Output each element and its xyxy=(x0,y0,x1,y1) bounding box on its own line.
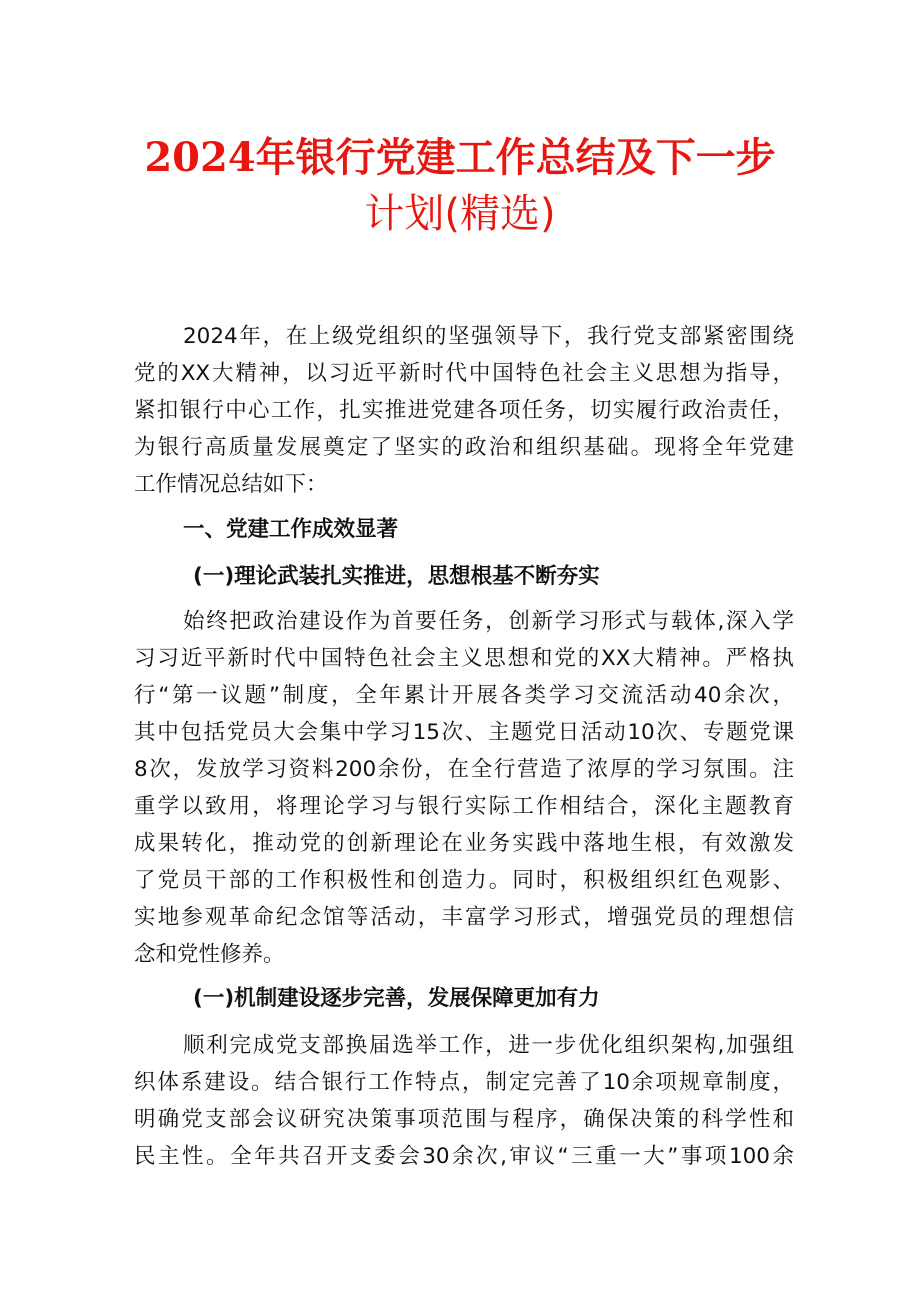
intro-line: 紧扣银行中心工作，扎实推进党建各项任务，切实履行政治责任， xyxy=(134,398,794,423)
intro-line: 为银行高质量发展奠定了坚实的政治和组织基础。现将全年党建 xyxy=(134,435,794,460)
paragraph-line: 民主性。全年共召开支委会30余次,审议“三重一大”事项100余 xyxy=(134,1144,794,1169)
paragraph-line: 其中包括党员大会集中学习15次、主题党日活动10次、专题党课 xyxy=(134,720,794,745)
paragraph-line: 习习近平新时代中国特色社会主义思想和党的XX大精神。严格执 xyxy=(134,646,794,671)
paragraph-line: 了党员干部的工作积极性和创造力。同时，积极组织红色观影、 xyxy=(134,868,794,893)
paragraph-line: 8次，发放学习资料200余份，在全行营造了浓厚的学习氛围。注 xyxy=(134,757,794,782)
paragraph-line: 始终把政治建设作为首要任务，创新学习形式与载体,深入学 xyxy=(183,609,794,634)
intro-line: 党的XX大精神，以习近平新时代中国特色社会主义思想为指导， xyxy=(134,361,794,386)
subsection-heading: (一)理论武装扎实推进，思想根基不断夯实 xyxy=(193,564,600,589)
paragraph-line: 顺利完成党支部换届选举工作，进一步优化组织架构,加强组 xyxy=(183,1033,794,1058)
paragraph-line: 明确党支部会议研究决策事项范围与程序，确保决策的科学性和 xyxy=(134,1107,794,1132)
document-title-line-2: 计划(精选) xyxy=(364,191,556,237)
paragraph-line: 实地参观革命纪念馆等活动，丰富学习形式，增强党员的理想信 xyxy=(134,905,794,930)
paragraph-line: 重学以致用，将理论学习与银行实际工作相结合，深化主题教育 xyxy=(134,794,794,819)
document-title-line-1: 2024年银行党建工作总结及下一步 xyxy=(144,134,776,181)
paragraph-line: 织体系建设。结合银行工作特点，制定完善了10余项规章制度， xyxy=(134,1070,794,1095)
paragraph-line: 成果转化，推动党的创新理论在业务实践中落地生根，有效激发 xyxy=(134,831,794,856)
intro-line: 工作情况总结如下： xyxy=(134,472,328,497)
intro-line: 2024年，在上级党组织的坚强领导下，我行党支部紧密围绕 xyxy=(183,324,794,349)
paragraph-line: 行“第一议题”制度，全年累计开展各类学习交流活动40余次， xyxy=(134,683,794,708)
subsection-heading: (一)机制建设逐步完善，发展保障更加有力 xyxy=(193,986,600,1011)
section-heading: 一、党建工作成效显著 xyxy=(183,517,399,542)
paragraph-line: 念和党性修养。 xyxy=(134,942,285,967)
